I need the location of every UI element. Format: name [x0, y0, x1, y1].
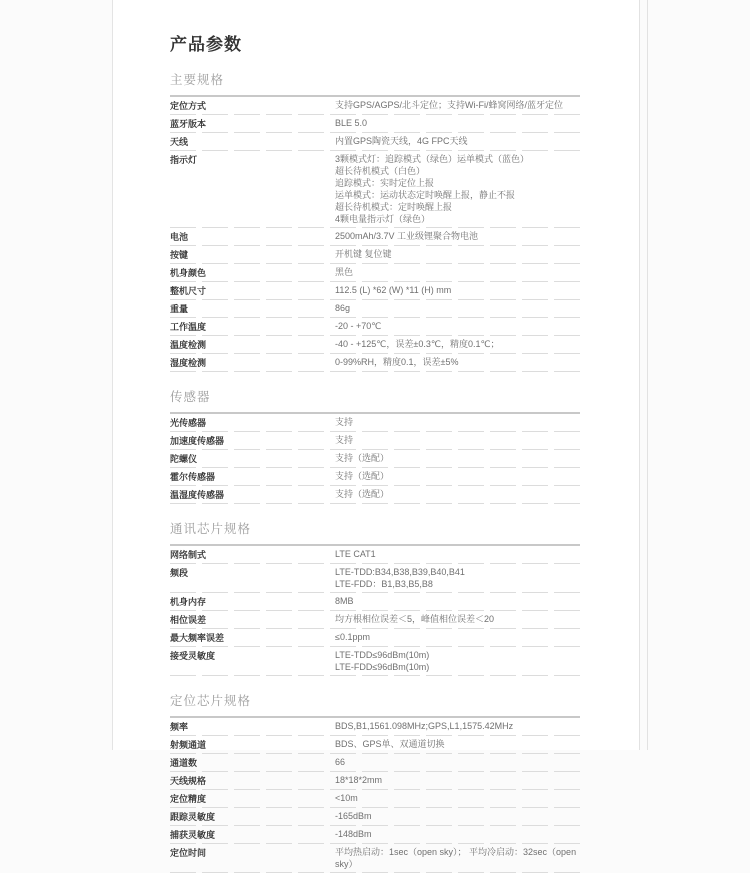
section-heading: 主要规格 — [170, 73, 225, 87]
spec-label: 重量 — [170, 304, 189, 314]
spec-value — [335, 302, 580, 314]
spec-sections — [170, 70, 639, 873]
spec-value — [335, 488, 580, 500]
spec-value-line: <10m — [335, 793, 358, 803]
spec-value-line: BLE 5.0 — [335, 118, 368, 128]
spec-section — [170, 387, 580, 504]
row-separator — [170, 503, 580, 504]
spec-value — [335, 248, 580, 260]
spec-value-line: LTE CAT1 — [335, 549, 376, 559]
spec-row — [170, 593, 580, 610]
spec-value-line: 开机键 复位键 — [335, 249, 392, 259]
spec-value-line: 黑色 — [335, 267, 354, 277]
spec-value-line: LTE-FDD≤96dBm(10m) — [335, 662, 430, 672]
spec-row — [170, 432, 580, 449]
spec-row — [170, 450, 580, 467]
section-heading: 定位芯片规格 — [170, 694, 252, 708]
spec-label: 温湿度传感器 — [170, 490, 225, 500]
spec-row — [170, 264, 580, 281]
spec-label: 加速度传感器 — [170, 436, 225, 446]
spec-label: 相位误差 — [170, 615, 207, 625]
section-heading: 传感器 — [170, 390, 211, 404]
spec-row — [170, 151, 580, 227]
spec-value — [335, 284, 580, 296]
spec-row — [170, 486, 580, 503]
spec-value-line: 运单模式：运动状态定时唤醒上报，静止不报 — [335, 190, 516, 200]
spec-value-line: 超长待机模式：定时唤醒上报 — [335, 202, 453, 212]
spec-value — [335, 548, 580, 560]
spec-value-line: 支持（选配） — [335, 489, 390, 499]
spec-label: 频段 — [170, 568, 189, 578]
spec-value — [335, 338, 580, 350]
spec-value-line: 支持（选配） — [335, 471, 390, 481]
spec-value-line: 2500mAh/3.7V 工业级锂聚合物电池 — [335, 231, 479, 241]
spec-label: 机身颜色 — [170, 268, 207, 278]
spec-value — [335, 266, 580, 278]
spec-row — [170, 546, 580, 563]
spec-label: 网络制式 — [170, 550, 207, 560]
spec-row — [170, 228, 580, 245]
spec-value-line: BDS、GPS单、双通道切换 — [335, 739, 445, 749]
spec-label: 湿度检测 — [170, 358, 207, 368]
spec-label: 温度检测 — [170, 340, 207, 350]
spec-value-line: -40 - +125℃，误差±0.3℃，精度0.1℃； — [335, 339, 500, 349]
spec-value-line: LTE-TDD:B34,B38,B39,B40,B41 — [335, 567, 465, 577]
spec-value-line: -165dBm — [335, 811, 372, 821]
spec-section — [170, 691, 580, 873]
spec-row — [170, 772, 580, 789]
spec-value-line: 均方根相位误差＜5，峰值相位误差＜20 — [335, 614, 495, 624]
spec-row — [170, 133, 580, 150]
spec-label: 捕获灵敏度 — [170, 830, 216, 840]
spec-row — [170, 336, 580, 353]
row-separator — [170, 371, 580, 372]
spec-row — [170, 414, 580, 431]
spec-value — [335, 613, 580, 625]
spec-value-line: 超长待机模式（白色） — [335, 166, 426, 176]
spec-value — [335, 810, 580, 822]
spec-value-line: LTE-FDD：B1,B3,B5,B8 — [335, 579, 433, 589]
spec-value — [335, 117, 580, 129]
spec-label: 频率 — [170, 722, 189, 732]
spec-value-line: 支持 — [335, 417, 354, 427]
spec-label: 电池 — [170, 232, 189, 242]
spec-label: 工作温度 — [170, 322, 207, 332]
page-right-divider — [647, 0, 648, 750]
spec-value — [335, 756, 580, 768]
spec-value-line: BDS,B1,1561.098MHz;GPS,L1,1575.42MHz — [335, 721, 514, 731]
spec-value — [335, 720, 580, 732]
spec-section — [170, 70, 580, 372]
spec-value-line: 66 — [335, 757, 346, 767]
spec-value-line: 4颗电量指示灯（绿色） — [335, 214, 431, 224]
spec-value — [335, 828, 580, 840]
spec-row — [170, 826, 580, 843]
spec-row — [170, 564, 580, 592]
spec-label: 跟踪灵敏度 — [170, 812, 216, 822]
spec-value-line: 0-99%RH，精度0.1，误差±5% — [335, 357, 459, 367]
spec-row — [170, 844, 580, 872]
spec-value — [335, 99, 580, 111]
spec-value — [335, 356, 580, 368]
row-separator — [170, 675, 580, 676]
spec-value-line: 追踪模式：实时定位上报 — [335, 178, 435, 188]
spec-value-line: 112.5 (L) *62 (W) *11 (H) mm — [335, 285, 452, 295]
spec-row — [170, 754, 580, 771]
spec-label: 天线 — [170, 137, 189, 147]
spec-value-line: 18*18*2mm — [335, 775, 383, 785]
spec-row — [170, 736, 580, 753]
spec-row — [170, 318, 580, 335]
spec-label: 霍尔传感器 — [170, 472, 216, 482]
spec-value — [335, 416, 580, 428]
spec-label: 光传感器 — [170, 418, 207, 428]
spec-value — [335, 774, 580, 786]
spec-label: 天线规格 — [170, 776, 207, 786]
spec-value-line: 支持 — [335, 435, 354, 445]
spec-label: 蓝牙版本 — [170, 119, 207, 129]
product-spec-page — [112, 0, 640, 869]
spec-value-line: -20 - +70℃ — [335, 321, 382, 331]
spec-value — [335, 631, 580, 643]
spec-row — [170, 115, 580, 132]
spec-row — [170, 300, 580, 317]
spec-row — [170, 97, 580, 114]
spec-value — [335, 434, 580, 446]
page-title: 产品参数 — [170, 35, 242, 54]
spec-value-line: 支持（选配） — [335, 453, 390, 463]
spec-label: 定位精度 — [170, 794, 207, 804]
spec-value-line: LTE-TDD≤96dBm(10m) — [335, 650, 430, 660]
section-heading: 通讯芯片规格 — [170, 522, 252, 536]
spec-value — [335, 230, 580, 242]
spec-label: 定位方式 — [170, 101, 207, 111]
spec-value-line: 3颗模式灯：追踪模式（绿色）运单模式（蓝色） — [335, 154, 530, 164]
spec-value — [335, 738, 580, 750]
spec-value-line: ≤0.1ppm — [335, 632, 370, 642]
spec-value — [335, 792, 580, 804]
spec-row — [170, 282, 580, 299]
spec-value-line: 内置GPS陶瓷天线，4G FPC天线 — [335, 136, 468, 146]
spec-section — [170, 519, 580, 676]
spec-label: 最大频率误差 — [170, 633, 225, 643]
spec-label: 按键 — [170, 250, 189, 260]
spec-value — [335, 320, 580, 332]
spec-value — [335, 470, 580, 482]
spec-value-line: 8MB — [335, 596, 354, 606]
spec-label: 陀螺仪 — [170, 454, 198, 464]
spec-value — [335, 649, 580, 673]
spec-label: 射频通道 — [170, 740, 207, 750]
spec-row — [170, 629, 580, 646]
spec-row — [170, 718, 580, 735]
spec-row — [170, 354, 580, 371]
spec-value-line: 86g — [335, 303, 351, 313]
spec-value — [335, 452, 580, 464]
spec-value-line: 平均热启动：1sec（open sky）； 平均冷启动：32sec（open sky） — [335, 847, 577, 869]
spec-value — [335, 153, 580, 225]
spec-label: 机身内存 — [170, 597, 207, 607]
spec-value-line: 支持GPS/AGPS/北斗定位；支持Wi-Fi/蜂窝网络/蓝牙定位 — [335, 100, 564, 110]
spec-row — [170, 611, 580, 628]
spec-row — [170, 647, 580, 675]
spec-label: 接受灵敏度 — [170, 651, 216, 661]
spec-row — [170, 808, 580, 825]
spec-value — [335, 846, 580, 870]
spec-label: 定位时间 — [170, 848, 207, 858]
spec-value — [335, 595, 580, 607]
spec-value — [335, 566, 580, 590]
spec-row — [170, 246, 580, 263]
spec-value-line: -148dBm — [335, 829, 372, 839]
spec-value — [335, 135, 580, 147]
spec-label: 整机尺寸 — [170, 286, 207, 296]
spec-label: 通道数 — [170, 758, 198, 768]
spec-label: 指示灯 — [170, 155, 198, 165]
spec-row — [170, 790, 580, 807]
spec-row — [170, 468, 580, 485]
